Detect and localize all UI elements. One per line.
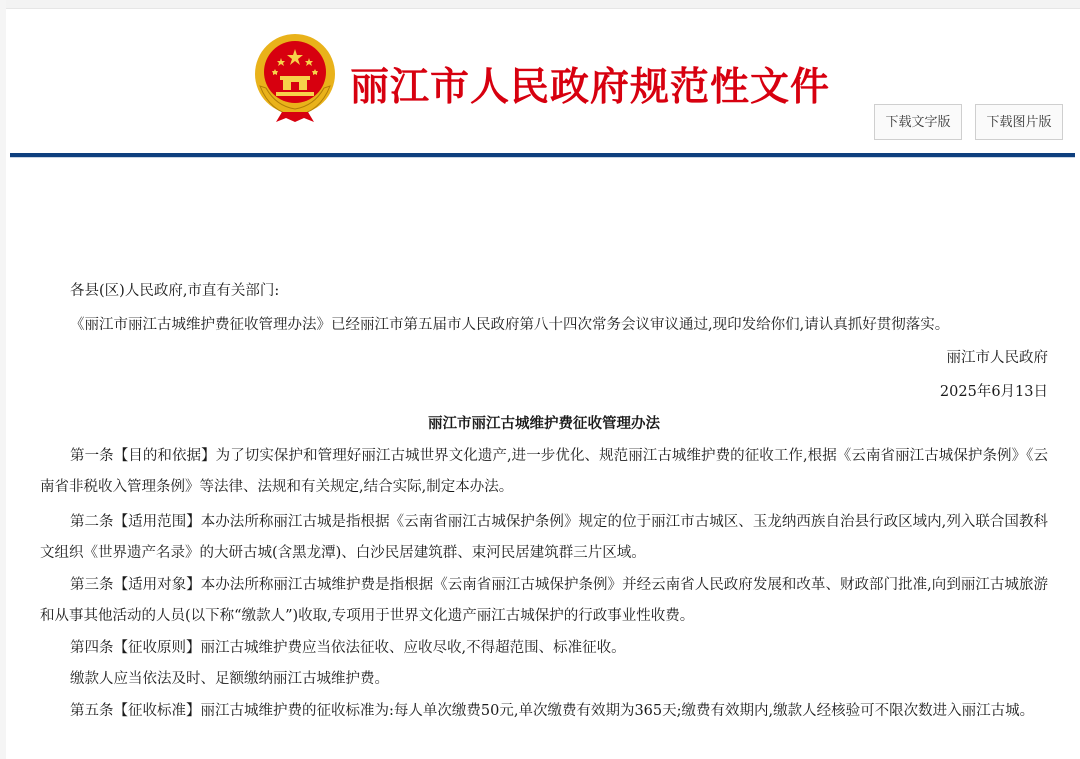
notice-paragraph: 《丽江市丽江古城维护费征收管理办法》已经丽江市第五届市人民政府第八十四次常务会议审议通过,现印发给你们,请认真抓好贯彻落实。 (70, 317, 950, 333)
article-5: 第五条【征收标准】丽江古城维护费的征收标准为:每人单次缴费50元,单次缴费有效期为365天;缴费有效期内,缴款人经核验可不限次数进入丽江古城。 (70, 703, 1035, 719)
article-4-note: 缴款人应当依法及时、足额缴纳丽江古城维护费。 (70, 671, 389, 687)
header-divider-thin (10, 157, 1075, 158)
article-2: 第二条【适用范围】本办法所称丽江古城是指根据《云南省丽江古城保护条例》规定的位于丽江市古城区、玉龙纳西族自治县行政区域内,列入联合国教科文组织《世界遗产名录》的大研古城(含黑龙潭)、白沙民居建筑群、束河民居建筑群三片区域。 (40, 514, 1048, 561)
article-3: 第三条【适用对象】本办法所称丽江古城维护费是指根据《云南省丽江古城保护条例》并经云南省人民政府发展和改革、财政部门批准,向到丽江古城旅游和从事其他活动的人员(以下称“缴款人”)收取,专项用于世界文化遗产丽江古城保护的行政事业性收费。 (40, 577, 1048, 624)
download-image-button[interactable]: 下载图片版 (975, 104, 1063, 140)
article-4: 第四条【征收原则】丽江古城维护费应当依法征收、应收尽收,不得超范围、标准征收。 (70, 640, 626, 656)
national-emblem-icon (252, 32, 338, 124)
download-text-button[interactable]: 下载文字版 (874, 104, 962, 140)
document-header (0, 8, 1080, 156)
regulation-title: 丽江市丽江古城维护费征收管理办法 (428, 416, 660, 432)
article-1: 第一条【目的和依据】为了切实保护和管理好丽江古城世界文化遗产,进一步优化、规范丽江古城维护费的征收工作,根据《云南省丽江古城保护条例》《云南省非税收入管理条例》等法律、法规和有关规定,结合实际,制定本办法。 (40, 448, 1048, 495)
page-title: 丽江市人民政府规范性文件 (350, 65, 831, 110)
issuer: 丽江市人民政府 (946, 350, 1048, 366)
salutation: 各县(区)人民政府,市直有关部门: (70, 283, 280, 299)
issue-date: 2025年6月13日 (939, 384, 1048, 400)
